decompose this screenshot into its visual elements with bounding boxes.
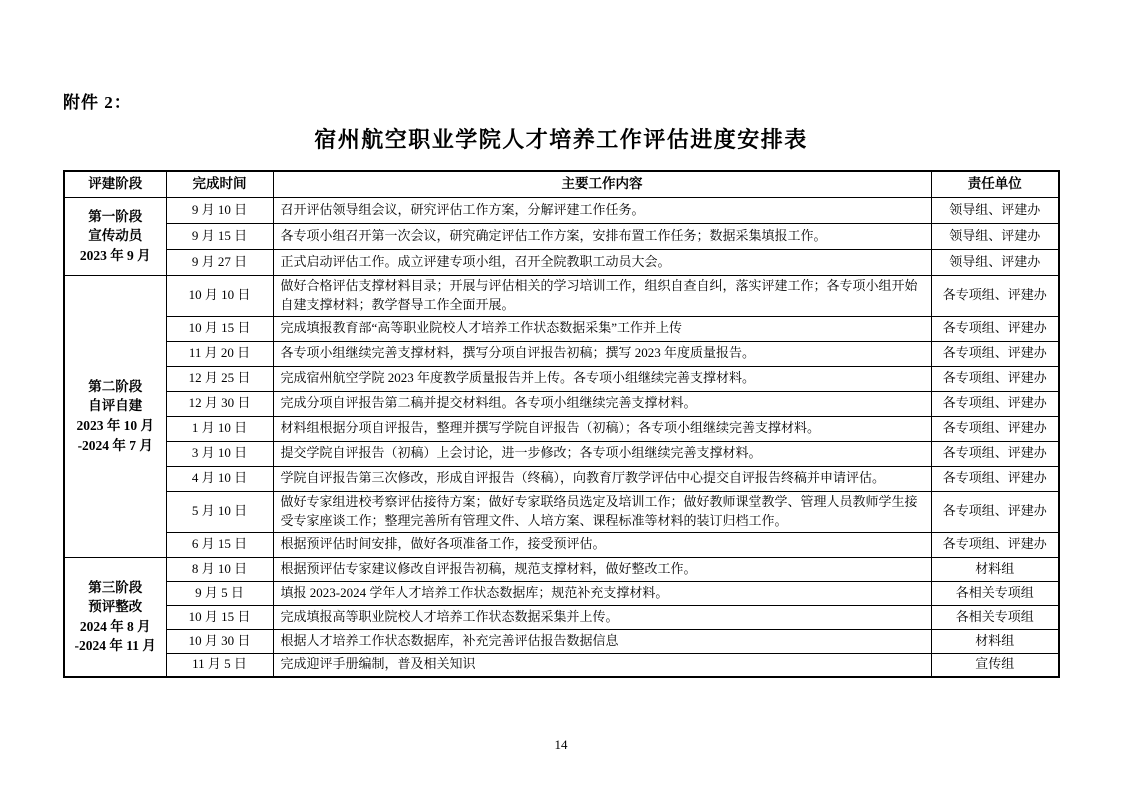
- phase-3-label: 第三阶段 预评整改 2024 年 8 月 -2024 年 11 月: [64, 557, 166, 677]
- work-content: 做好专家组进校考察评估接待方案；做好专家联络员选定及培训工作；做好教师课堂教学、管理人员教师学生接受专家座谈工作；整理完善所有管理文件、人培方案、课程标准等材料的装订归档工作。: [273, 491, 931, 532]
- responsible-unit: 各相关专项组: [931, 581, 1059, 605]
- responsible-unit: 各专项组、评建办: [931, 532, 1059, 557]
- table-row: [64, 275, 1059, 316]
- completion-date: 1 月 10 日: [166, 416, 273, 441]
- phase-1-label: 第一阶段 宣传动员 2023 年 9 月: [64, 197, 166, 275]
- responsible-unit: 各专项组、评建办: [931, 466, 1059, 491]
- responsible-unit: 领导组、评建办: [931, 197, 1059, 223]
- completion-date: 10 月 15 日: [166, 316, 273, 341]
- completion-date: 10 月 15 日: [166, 605, 273, 629]
- work-content: 正式启动评估工作。成立评建专项小组，召开全院教职工动员大会。: [273, 249, 931, 275]
- completion-date: 8 月 10 日: [166, 557, 273, 581]
- attachment-label: 附件 2：: [63, 93, 132, 112]
- completion-date: 11 月 5 日: [166, 653, 273, 677]
- responsible-unit: 宣传组: [931, 653, 1059, 677]
- work-content: 完成宿州航空学院 2023 年度教学质量报告并上传。各专项小组继续完善支撑材料。: [273, 366, 931, 391]
- completion-date: 11 月 20 日: [166, 341, 273, 366]
- work-content: 根据人才培养工作状态数据库，补充完善评估报告数据信息: [273, 629, 931, 653]
- work-content: 提交学院自评报告（初稿）上会讨论，进一步修改；各专项小组继续完善支撑材料。: [273, 441, 931, 466]
- work-content: 完成填报高等职业院校人才培养工作状态数据采集并上传。: [273, 605, 931, 629]
- table-row: [64, 366, 1059, 391]
- table-row: [64, 653, 1059, 677]
- completion-date: 4 月 10 日: [166, 466, 273, 491]
- responsible-unit: 各专项组、评建办: [931, 366, 1059, 391]
- header-stage: 评建阶段: [64, 171, 166, 197]
- work-content: 根据预评估时间安排，做好各项准备工作，接受预评估。: [273, 532, 931, 557]
- page-number: 14: [554, 737, 568, 752]
- table-row: [64, 223, 1059, 249]
- work-content: 学院自评报告第三次修改，形成自评报告（终稿），向教育厅教学评估中心提交自评报告终稿并申请评估。: [273, 466, 931, 491]
- table-row: [64, 581, 1059, 605]
- responsible-unit: 各专项组、评建办: [931, 275, 1059, 316]
- work-content: 完成分项自评报告第二稿并提交材料组。各专项小组继续完善支撑材料。: [273, 391, 931, 416]
- completion-date: 10 月 30 日: [166, 629, 273, 653]
- completion-date: 9 月 10 日: [166, 197, 273, 223]
- completion-date: 6 月 15 日: [166, 532, 273, 557]
- work-content: 各专项小组召开第一次会议，研究确定评估工作方案，安排布置工作任务；数据采集填报工作。: [273, 223, 931, 249]
- table-row: [64, 491, 1059, 532]
- completion-date: 3 月 10 日: [166, 441, 273, 466]
- work-content: 材料组根据分项自评报告，整理并撰写学院自评报告（初稿）；各专项小组继续完善支撑材料。: [273, 416, 931, 441]
- work-content: 完成填报教育部“高等职业院校人才培养工作状态数据采集”工作并上传: [273, 316, 931, 341]
- table-row: [64, 316, 1059, 341]
- work-content: 根据预评估专家建议修改自评报告初稿，规范支撑材料，做好整改工作。: [273, 557, 931, 581]
- responsible-unit: 各专项组、评建办: [931, 316, 1059, 341]
- table-header-row: [64, 171, 1059, 197]
- responsible-unit: 各专项组、评建办: [931, 416, 1059, 441]
- header-completion-time: 完成时间: [166, 171, 273, 197]
- completion-date: 9 月 15 日: [166, 223, 273, 249]
- table-row: [64, 391, 1059, 416]
- responsible-unit: 各专项组、评建办: [931, 391, 1059, 416]
- work-content: 各专项小组继续完善支撑材料，撰写分项自评报告初稿；撰写 2023 年度质量报告。: [273, 341, 931, 366]
- header-main-work: 主要工作内容: [273, 171, 931, 197]
- responsible-unit: 各相关专项组: [931, 605, 1059, 629]
- header-responsible-unit: 责任单位: [931, 171, 1059, 197]
- completion-date: 9 月 5 日: [166, 581, 273, 605]
- completion-date: 5 月 10 日: [166, 491, 273, 532]
- table-row: [64, 416, 1059, 441]
- completion-date: 9 月 27 日: [166, 249, 273, 275]
- phase-2-label: 第二阶段 自评自建 2023 年 10 月 -2024 年 7 月: [64, 275, 166, 557]
- schedule-table: [63, 170, 1060, 678]
- work-content: 完成迎评手册编制，普及相关知识: [273, 653, 931, 677]
- work-content: 做好合格评估支撑材料目录；开展与评估相关的学习培训工作，组织自查自纠，落实评建工作；各专项小组开始自建支撑材料；教学督导工作全面开展。: [273, 275, 931, 316]
- table-row: [64, 557, 1059, 581]
- responsible-unit: 各专项组、评建办: [931, 341, 1059, 366]
- responsible-unit: 领导组、评建办: [931, 223, 1059, 249]
- responsible-unit: 各专项组、评建办: [931, 441, 1059, 466]
- work-content: 召开评估领导组会议，研究评估工作方案，分解评建工作任务。: [273, 197, 931, 223]
- table-row: [64, 466, 1059, 491]
- completion-date: 12 月 30 日: [166, 391, 273, 416]
- table-row: [64, 605, 1059, 629]
- table-row: [64, 197, 1059, 223]
- table-row: [64, 532, 1059, 557]
- responsible-unit: 材料组: [931, 629, 1059, 653]
- responsible-unit: 材料组: [931, 557, 1059, 581]
- completion-date: 10 月 10 日: [166, 275, 273, 316]
- table-row: [64, 341, 1059, 366]
- table-row: [64, 629, 1059, 653]
- responsible-unit: 各专项组、评建办: [931, 491, 1059, 532]
- completion-date: 12 月 25 日: [166, 366, 273, 391]
- work-content: 填报 2023-2024 学年人才培养工作状态数据库；规范补充支撑材料。: [273, 581, 931, 605]
- page-title: 宿州航空职业学院人才培养工作评估进度安排表: [314, 127, 808, 152]
- table-row: [64, 441, 1059, 466]
- responsible-unit: 领导组、评建办: [931, 249, 1059, 275]
- table-row: [64, 249, 1059, 275]
